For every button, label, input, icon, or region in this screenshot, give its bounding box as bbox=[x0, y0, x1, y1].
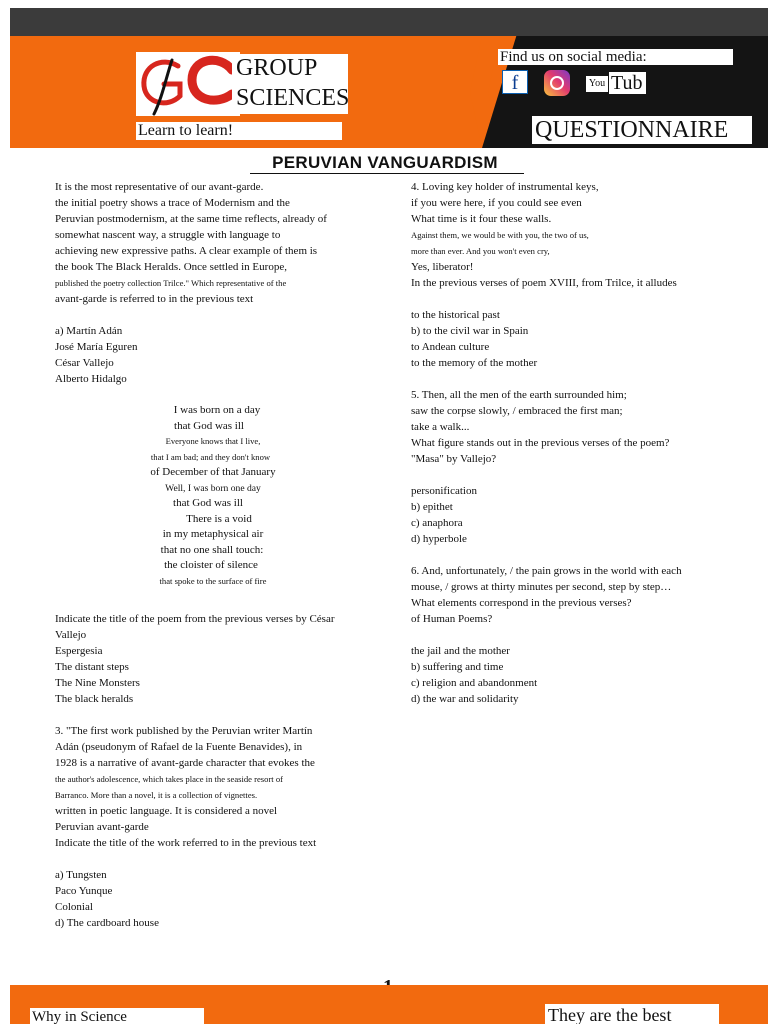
question-2-3-block bbox=[55, 611, 375, 931]
blank-line bbox=[411, 371, 721, 387]
text-line: published the poetry collection Trilce." Which representative of the bbox=[55, 278, 287, 288]
text-line: It is the most representative of our avant-garde. bbox=[55, 181, 264, 193]
text-line: take a walk... bbox=[411, 421, 470, 433]
text-line: 6. And, unfortunately, / the pain grows in the world with each bbox=[411, 565, 682, 577]
right-column bbox=[411, 179, 721, 707]
text-line: There is a void bbox=[186, 512, 252, 525]
text-line: d) The cardboard house bbox=[55, 917, 159, 929]
facebook-icon[interactable]: f bbox=[502, 70, 528, 94]
text-line: of Human Poems? bbox=[411, 613, 493, 625]
text-line: the cloister of silence bbox=[164, 559, 258, 571]
title-underline bbox=[250, 173, 524, 174]
text-line: Against them, we would be with you, the two of us, bbox=[411, 230, 589, 240]
text-line: c) anaphora bbox=[411, 517, 463, 529]
instagram-lens bbox=[550, 76, 564, 90]
blank-line bbox=[411, 547, 721, 563]
text-line: Espergesia bbox=[55, 645, 103, 657]
page-title: PERUVIAN VANGUARDISM bbox=[272, 153, 498, 172]
text-line: The Nine Monsters bbox=[55, 677, 140, 689]
text-line: 1928 is a narrative of avant-garde character that evokes the bbox=[55, 757, 315, 769]
text-line: written in poetic language. It is considered a novel bbox=[55, 805, 278, 817]
text-line: Peruvian postmodernism, at the same time reflects, already of bbox=[55, 213, 327, 225]
text-line: Indicate the title of the work referred to in the previous text bbox=[55, 837, 317, 849]
text-line: 5. Then, all the men of the earth surrounded him; bbox=[411, 389, 627, 401]
text-line: Adán (pseudonym of Rafael de la Fuente Benavides), in bbox=[55, 741, 303, 753]
text-line: saw the corpse slowly, / embraced the first man; bbox=[411, 405, 623, 417]
text-line: The black heralds bbox=[55, 693, 134, 705]
blank-line bbox=[411, 627, 721, 643]
youtube-icon[interactable]: You bbox=[586, 76, 608, 92]
text-line: Vallejo bbox=[55, 629, 87, 641]
left-column-lower bbox=[55, 611, 375, 931]
blank-line bbox=[55, 307, 375, 323]
text-line: if you were here, if you could see even bbox=[411, 197, 582, 209]
text-line: d) the war and solidarity bbox=[411, 693, 519, 705]
youtube-wordmark[interactable]: Tub bbox=[609, 72, 646, 94]
tagline: Learn to learn! bbox=[136, 122, 342, 140]
text-line: I was born on a day bbox=[173, 404, 261, 416]
text-line: that God was ill bbox=[174, 419, 244, 432]
text-line: in my metaphysical air bbox=[162, 528, 264, 540]
blank-line bbox=[411, 467, 721, 483]
text-line: 4. Loving key holder of instrumental keys, bbox=[411, 181, 599, 193]
text-line: of December of that January bbox=[150, 466, 276, 478]
brand-line-1: GROUP bbox=[236, 55, 318, 81]
text-line: What time is it four these walls. bbox=[411, 213, 552, 225]
text-line: that no one shall touch: bbox=[160, 543, 264, 556]
text-line: José María Eguren bbox=[55, 341, 138, 353]
text-line: b) epithet bbox=[411, 501, 453, 513]
text-line: Colonial bbox=[55, 901, 93, 913]
text-line: b) suffering and time bbox=[411, 661, 504, 673]
left-column bbox=[55, 179, 375, 387]
text-line: a) Tungsten bbox=[55, 869, 107, 881]
text-line: mouse, / grows at thirty minutes per second, step by step… bbox=[411, 581, 672, 593]
poem-block bbox=[100, 403, 326, 589]
text-line: that God was ill bbox=[173, 497, 243, 509]
blank-line bbox=[411, 291, 721, 307]
text-line: the jail and the mother bbox=[411, 645, 510, 657]
text-line: "Masa" by Vallejo? bbox=[411, 453, 497, 465]
text-line: What figure stands out in the previous verses of the poem? bbox=[411, 437, 670, 449]
text-line: the initial poetry shows a trace of Modernism and the bbox=[55, 197, 290, 209]
text-line: the author's adolescence, which takes place in the seaside resort of bbox=[55, 774, 283, 784]
text-line: b) to the civil war in Spain bbox=[411, 325, 529, 337]
text-line: Peruvian avant-garde bbox=[55, 821, 149, 833]
text-line: Everyone knows that I live, bbox=[165, 436, 261, 446]
text-line: more than ever. And you won't even cry, bbox=[411, 246, 550, 256]
question-1-block bbox=[55, 179, 375, 387]
text-line: c) religion and abandonment bbox=[411, 677, 538, 689]
text-line: somewhat nascent way, a struggle with language to bbox=[55, 229, 281, 241]
brand-line-2: SCIENCES bbox=[236, 85, 350, 111]
text-line: achieving new expressive paths. A clear example of them is bbox=[55, 245, 318, 257]
text-line: Well, I was born one day bbox=[165, 482, 261, 494]
text-line: personification bbox=[411, 485, 477, 497]
questions-4-6-block bbox=[411, 179, 721, 707]
text-line: In the previous verses of poem XVIII, from Trilce, it alludes bbox=[411, 277, 677, 289]
document-type-label: QUESTIONNAIRE bbox=[532, 116, 752, 144]
text-line: Alberto Hidalgo bbox=[55, 373, 127, 385]
gc-logo bbox=[132, 48, 244, 120]
text-line: avant-garde is referred to in the previous text bbox=[55, 293, 254, 305]
header-top-bar bbox=[10, 8, 768, 36]
footer-right-text: They are the best bbox=[545, 1004, 719, 1024]
text-line: a) Martín Adán bbox=[55, 325, 123, 337]
text-line: Yes, liberator! bbox=[411, 261, 474, 273]
text-line: Paco Yunque bbox=[55, 885, 113, 897]
text-line: The distant steps bbox=[55, 661, 129, 673]
text-line: to the historical past bbox=[411, 309, 500, 321]
text-line: What elements correspond in the previous verses? bbox=[411, 597, 632, 609]
blank-line bbox=[55, 707, 375, 723]
blank-line bbox=[55, 851, 375, 867]
text-line: Barranco. More than a novel, it is a collection of vignettes. bbox=[55, 790, 258, 800]
text-line: to the memory of the mother bbox=[411, 357, 538, 369]
text-line: to Andean culture bbox=[411, 341, 490, 353]
text-line: Indicate the title of the poem from the previous verses by César bbox=[55, 613, 335, 625]
text-line: César Vallejo bbox=[55, 357, 114, 369]
text-line: that I am bad; and they don't know bbox=[150, 451, 271, 462]
social-label: Find us on social media: bbox=[498, 49, 733, 65]
footer-left-text: Why in Science bbox=[30, 1008, 204, 1024]
text-line: that spoke to the surface of fire bbox=[159, 575, 267, 586]
text-line: d) hyperbole bbox=[411, 533, 467, 545]
text-line: 3. "The first work published by the Peruvian writer Martín bbox=[55, 725, 313, 737]
text-line: the book The Black Heralds. Once settled in Europe, bbox=[55, 261, 287, 273]
